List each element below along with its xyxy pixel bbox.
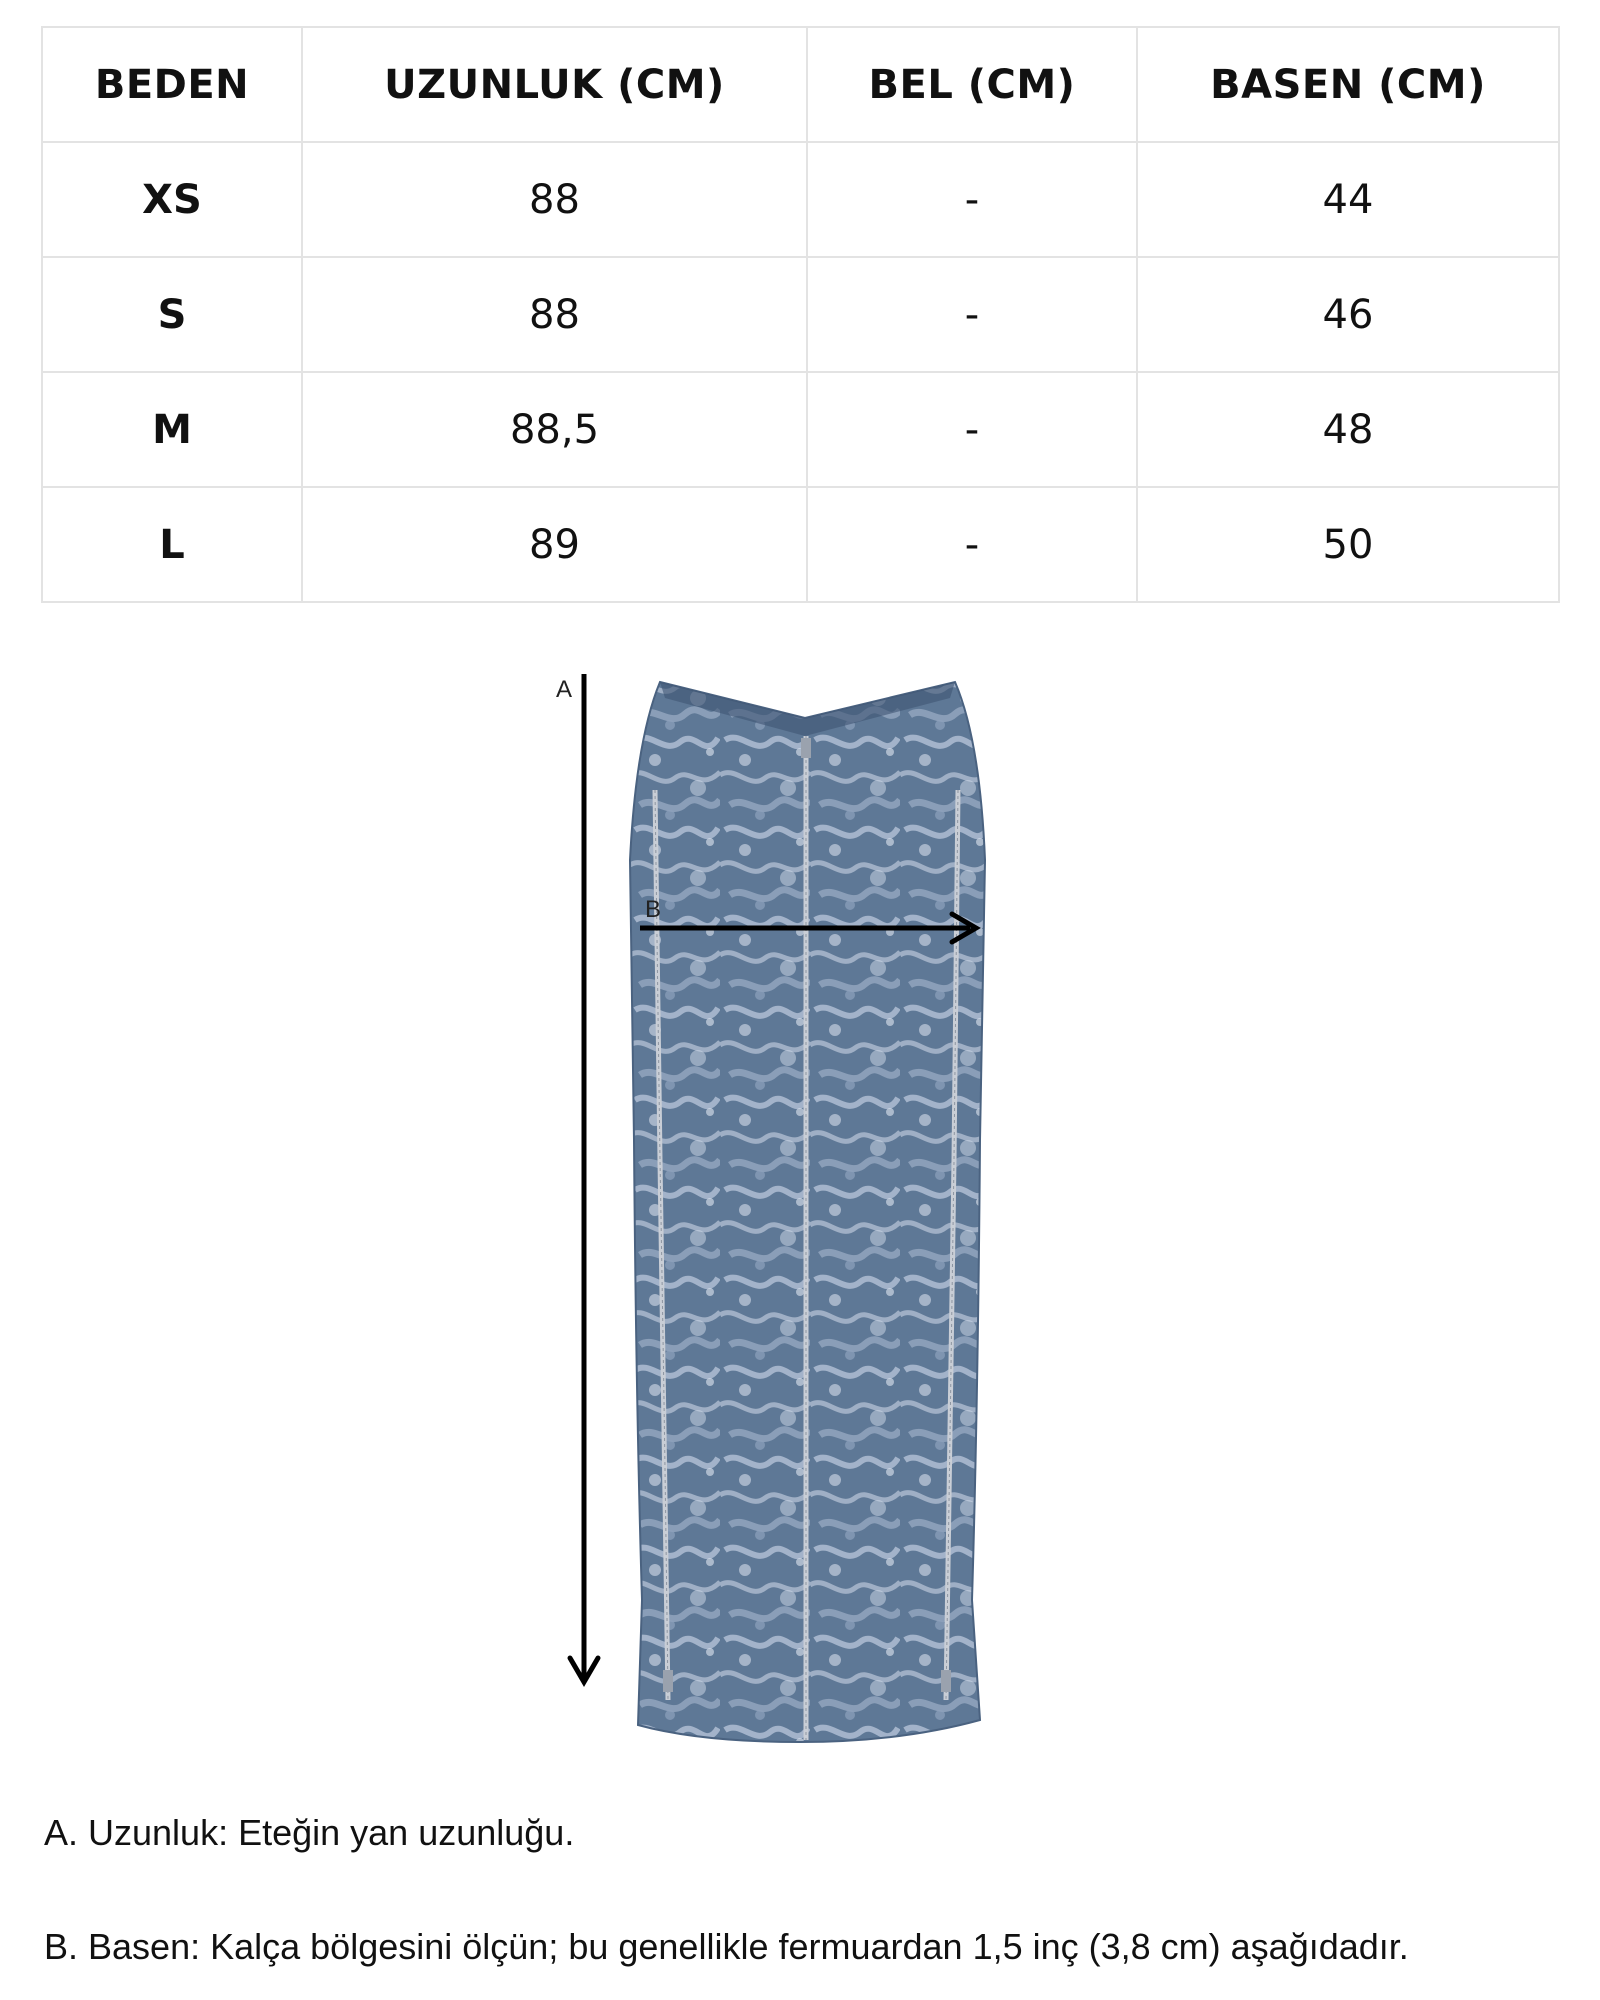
- size-value: S: [42, 257, 302, 372]
- size-chart-table: [41, 26, 1560, 603]
- table-row: [42, 487, 1559, 602]
- table-row: [42, 257, 1559, 372]
- table-row: [42, 372, 1559, 487]
- label-b: B: [645, 896, 662, 923]
- length-value: 89: [302, 487, 807, 602]
- header-size: BEDEN: [42, 27, 302, 142]
- table-header-row: [42, 27, 1559, 142]
- header-waist: BEL (CM): [807, 27, 1137, 142]
- size-value: L: [42, 487, 302, 602]
- length-value: 88: [302, 142, 807, 257]
- hip-value: 50: [1137, 487, 1559, 602]
- waist-value: -: [807, 142, 1137, 257]
- hip-value: 46: [1137, 257, 1559, 372]
- waist-value: -: [807, 257, 1137, 372]
- header-hip: BASEN (CM): [1137, 27, 1559, 142]
- length-value: 88: [302, 257, 807, 372]
- size-value: M: [42, 372, 302, 487]
- table-row: [42, 142, 1559, 257]
- label-a: A: [556, 676, 573, 703]
- waist-value: -: [807, 487, 1137, 602]
- note-hip: B. Basen: Kalça bölgesini ölçün; bu genellikle fermuardan 1,5 inç (3,8 cm) aşağıdadır.: [44, 1926, 1409, 1967]
- measurement-diagram: [0, 640, 1600, 1760]
- waist-value: -: [807, 372, 1137, 487]
- length-value: 88,5: [302, 372, 807, 487]
- size-value: XS: [42, 142, 302, 257]
- header-length: UZUNLUK (CM): [302, 27, 807, 142]
- hip-value: 48: [1137, 372, 1559, 487]
- hip-value: 44: [1137, 142, 1559, 257]
- note-length: A. Uzunluk: Eteğin yan uzunluğu.: [44, 1812, 575, 1853]
- skirt-illustration: [0, 640, 1600, 1760]
